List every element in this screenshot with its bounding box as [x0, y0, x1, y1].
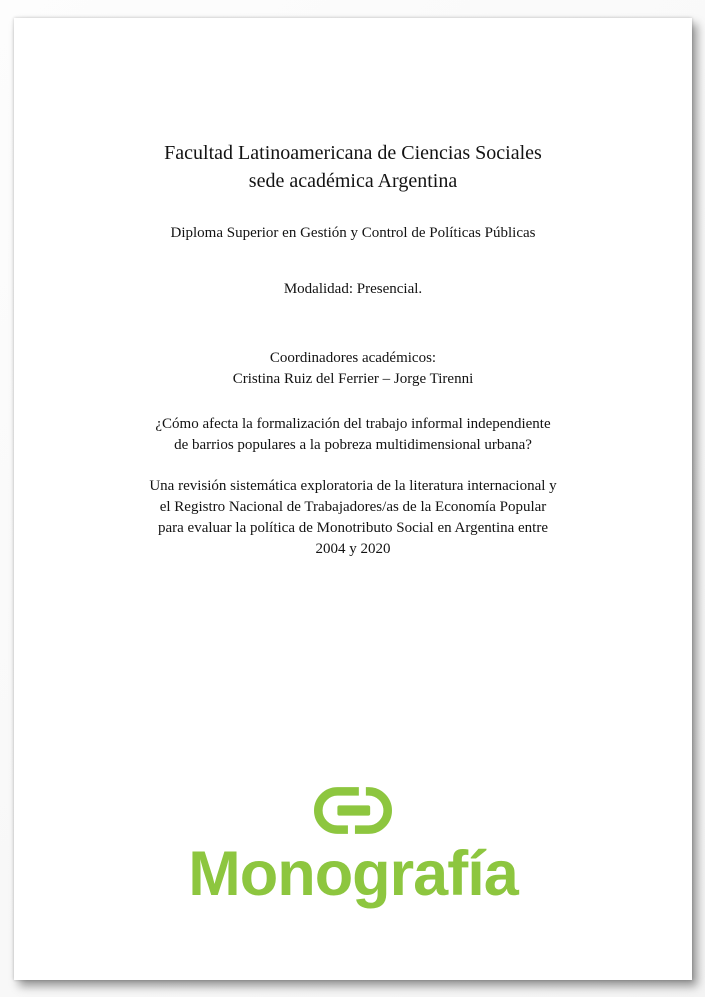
coordinators-names: Cristina Ruiz del Ferrier – Jorge Tirenni [232, 371, 474, 387]
coordinators-block [64, 348, 642, 390]
research-question [64, 414, 642, 456]
monografia-wordmark: Monografía [188, 839, 518, 909]
work-subtitle [64, 476, 642, 560]
research-question-line: ¿Cómo afecta la formalización del trabajo informal independiente [155, 416, 551, 432]
subtitle-line: 2004 y 2020 [315, 541, 391, 557]
chain-link-icon [314, 787, 392, 834]
institution-campus: sede académica Argentina [248, 170, 458, 192]
document-page [14, 18, 692, 980]
modality-line: Modalidad: Presencial. [283, 281, 423, 297]
institution-name: Facultad Latinoamericana de Ciencias Sociales [164, 142, 542, 164]
coordinators-heading: Coordinadores académicos: [269, 350, 437, 366]
institution-title [64, 139, 642, 195]
subtitle-line: el Registro Nacional de Trabajadores/as de la Economía Popular [159, 499, 547, 515]
program-title: Diploma Superior en Gestión y Control de Políticas Públicas [170, 225, 536, 241]
subtitle-line: para evaluar la política de Monotributo Social en Argentina entre [157, 520, 548, 536]
research-question-line: de barrios populares a la pobreza multidimensional urbana? [174, 437, 532, 453]
monografia-logo [14, 787, 692, 907]
subtitle-line: Una revisión sistemática exploratoria de la literatura internacional y [149, 478, 557, 494]
